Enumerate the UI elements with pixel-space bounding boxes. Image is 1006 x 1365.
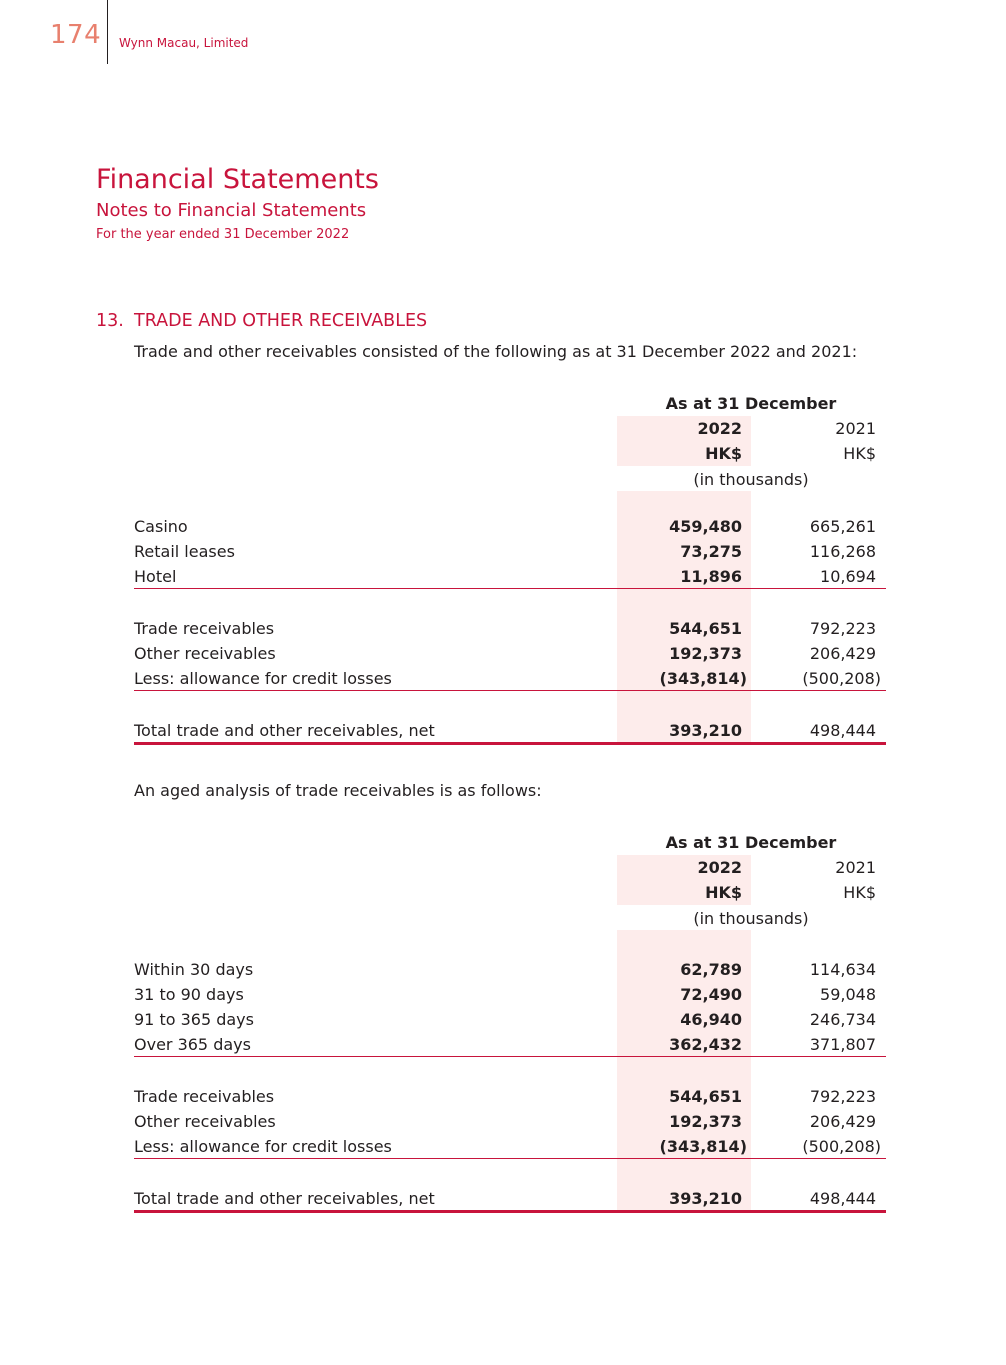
currency-2022: HK$ [705, 883, 742, 902]
row-label: Trade receivables [134, 1087, 275, 1106]
table-row [134, 1032, 886, 1057]
column-header-2022: 2022 [697, 419, 742, 438]
value-2022: 544,651 [669, 619, 742, 638]
value-2021: 792,223 [809, 1087, 876, 1106]
row-label: Less: allowance for credit losses [134, 669, 392, 688]
value-2021: 792,223 [809, 619, 876, 638]
row-label: Retail leases [134, 542, 235, 561]
table-row [134, 616, 886, 641]
row-label: Less: allowance for credit losses [134, 1137, 392, 1156]
row-label: Hotel [134, 567, 177, 586]
row-label: Trade receivables [134, 619, 275, 638]
value-2021: 114,634 [809, 960, 876, 979]
section-heading [96, 311, 427, 331]
value-2021: (500,208) [802, 669, 881, 688]
table-row [134, 564, 886, 589]
currency-2021: HK$ [843, 444, 876, 463]
value-2021: 665,261 [809, 517, 876, 536]
table-row [134, 539, 886, 564]
value-2022: (343,814) [659, 669, 747, 688]
section-intro: Trade and other receivables consisted of the following as at 31 December 2022 and 2021: [134, 342, 858, 361]
value-2021: 371,807 [809, 1035, 876, 1054]
subtotal-rule [134, 690, 886, 691]
table-row-total [134, 1186, 886, 1211]
value-2022: 544,651 [669, 1087, 742, 1106]
value-2022: 72,490 [680, 985, 742, 1004]
value-2022: 11,896 [680, 567, 742, 586]
row-label: 91 to 365 days [134, 1010, 254, 1029]
value-2022: 459,480 [669, 517, 742, 536]
header-divider [107, 0, 108, 64]
table-row [134, 982, 886, 1007]
value-2021: 59,048 [820, 985, 876, 1004]
table-row-total [134, 718, 886, 743]
value-2021: 498,444 [809, 721, 876, 740]
value-2022: 362,432 [669, 1035, 742, 1054]
page-subtitle: Notes to Financial Statements [96, 200, 367, 221]
table-row [134, 1007, 886, 1032]
value-2021: 498,444 [809, 1189, 876, 1208]
value-2022: 62,789 [680, 960, 742, 979]
column-group-header: As at 31 December [665, 833, 837, 852]
table-row [134, 957, 886, 982]
currency-2021: HK$ [843, 883, 876, 902]
column-header-2021: 2021 [835, 858, 876, 877]
value-2021: 206,429 [809, 1112, 876, 1131]
table-row [134, 666, 886, 691]
subtotal-rule [134, 1158, 886, 1159]
page-title: Financial Statements [96, 164, 379, 195]
aged-analysis-intro: An aged analysis of trade receivables is as follows: [134, 781, 542, 800]
table-row [134, 1109, 886, 1134]
value-2021: (500,208) [802, 1137, 881, 1156]
value-2021: 10,694 [820, 567, 876, 586]
section-title: TRADE AND OTHER RECEIVABLES [134, 311, 428, 331]
section-number: 13. [96, 311, 124, 331]
row-label: Casino [134, 517, 188, 536]
value-2022: 393,210 [669, 721, 742, 740]
total-rule [134, 1210, 886, 1213]
table-row [134, 1134, 886, 1159]
row-label: 31 to 90 days [134, 985, 244, 1004]
value-2022: 73,275 [680, 542, 742, 561]
value-2022: (343,814) [659, 1137, 747, 1156]
receivables-table [134, 391, 886, 747]
value-2022: 46,940 [680, 1010, 742, 1029]
row-label: Over 365 days [134, 1035, 251, 1054]
page-number: 174 [50, 20, 102, 50]
row-label: Total trade and other receivables, net [134, 1189, 435, 1208]
value-2022: 192,373 [669, 644, 742, 663]
reporting-period: For the year ended 31 December 2022 [96, 227, 350, 242]
aged-analysis-table [134, 830, 886, 1215]
value-2021: 206,429 [809, 644, 876, 663]
currency-2022: HK$ [705, 444, 742, 463]
company-name: Wynn Macau, Limited [119, 36, 249, 50]
row-label: Other receivables [134, 644, 276, 663]
table-row [134, 1084, 886, 1109]
unit-label: (in thousands) [693, 909, 809, 928]
column-header-2022: 2022 [697, 858, 742, 877]
column-group-header: As at 31 December [665, 394, 837, 413]
table-row [134, 514, 886, 539]
subtotal-rule [134, 1056, 886, 1057]
unit-label: (in thousands) [693, 470, 809, 489]
value-2022: 192,373 [669, 1112, 742, 1131]
column-header-2021: 2021 [835, 419, 876, 438]
value-2021: 116,268 [809, 542, 876, 561]
row-label: Within 30 days [134, 960, 254, 979]
row-label: Other receivables [134, 1112, 276, 1131]
total-rule [134, 742, 886, 745]
row-label: Total trade and other receivables, net [134, 721, 435, 740]
subtotal-rule [134, 588, 886, 589]
table-row [134, 641, 886, 666]
value-2022: 393,210 [669, 1189, 742, 1208]
value-2021: 246,734 [809, 1010, 876, 1029]
